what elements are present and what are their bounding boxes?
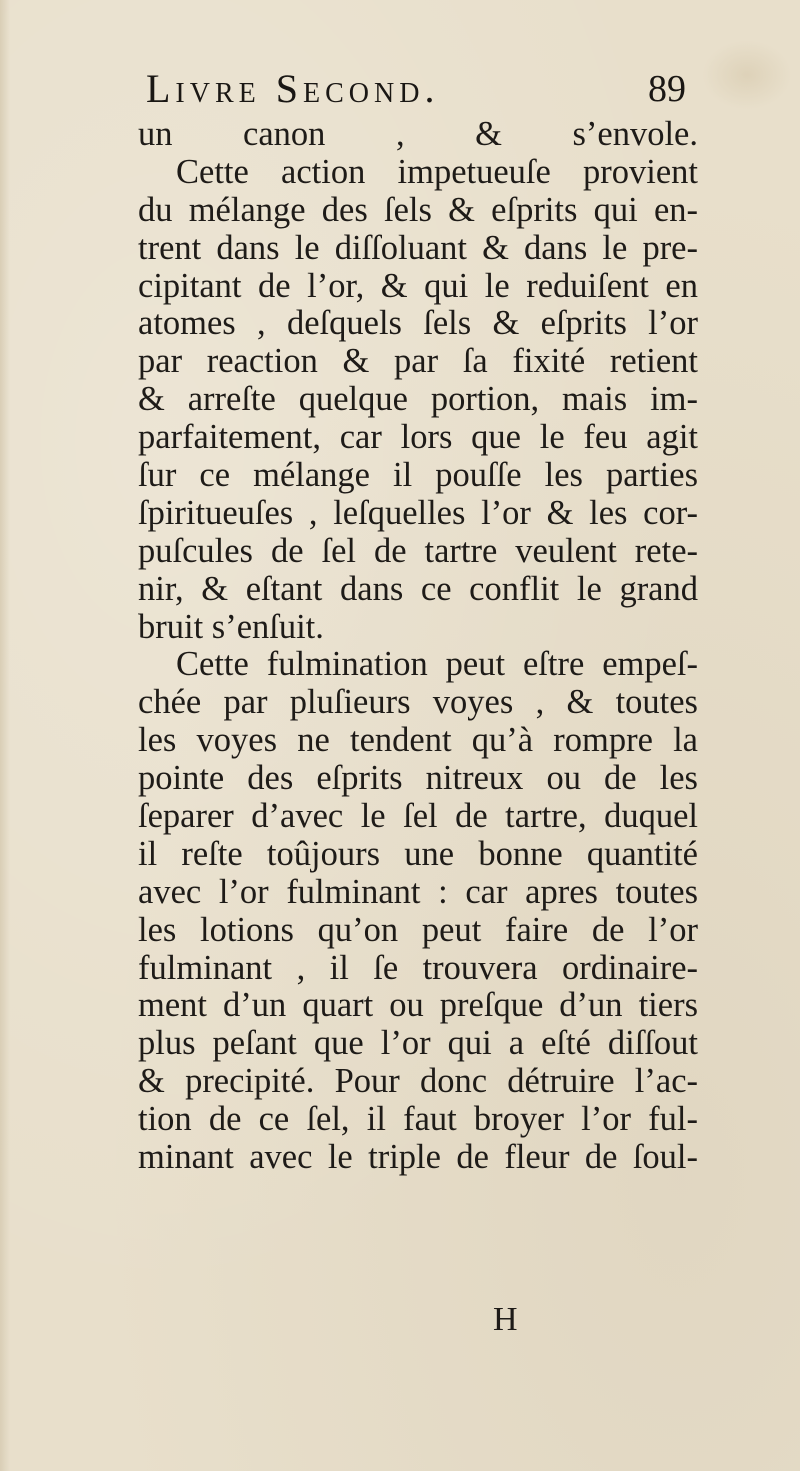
running-title: Livre Second. bbox=[146, 66, 440, 111]
text-line: plus peſant que l’or qui a eſté diſſout bbox=[138, 1024, 698, 1063]
text-line: ſur ce mélange il pouſſe les parties bbox=[138, 456, 698, 495]
text-line: chée par pluſieurs voyes , & toutes bbox=[138, 683, 698, 722]
text-line: un canon , & s’envole. bbox=[138, 115, 698, 153]
text-line: Cette action impetueuſe provient bbox=[176, 152, 698, 191]
text-line: cipitant de l’or, & qui le reduiſent en bbox=[138, 266, 698, 305]
text-line: atomes , deſquels ſels & eſprits l’or bbox=[138, 304, 698, 343]
text-line: parfaitement, car lors que le feu agit bbox=[138, 418, 698, 457]
text-line: tion de ce ſel, il faut broyer l’or ful- bbox=[138, 1100, 698, 1139]
paper-stain bbox=[702, 40, 792, 110]
text-line: nir, & eſtant dans ce conflit le grand bbox=[138, 569, 698, 608]
text-line: ſpiritueuſes , leſquelles l’or & les cor- bbox=[138, 493, 698, 532]
text-line: il reſte toûjours une bonne quantité bbox=[138, 834, 698, 873]
text-line: fulminant , il ſe trouvera ordinaire- bbox=[138, 948, 698, 987]
text-line: & precipité. Pour donc détruire l’ac- bbox=[138, 1062, 698, 1101]
signature-mark: H bbox=[493, 1301, 518, 1338]
text-line: du mélange des ſels & eſprits qui en- bbox=[138, 190, 698, 229]
text-line: bruit s’enſuit. bbox=[138, 607, 324, 646]
text-line: & arreſte quelque portion, mais im- bbox=[138, 380, 698, 419]
text-line: puſcules de ſel de tartre veulent rete- bbox=[138, 531, 698, 570]
text-line: ment d’un quart ou preſque d’un tiers bbox=[138, 986, 698, 1025]
page-header bbox=[146, 66, 686, 112]
text-line: minant avec le triple de fleur de ſoul- bbox=[138, 1138, 698, 1177]
text-line: pointe des eſprits nitreux ou de les bbox=[138, 759, 698, 798]
text-line: par reaction & par ſa fixité retient bbox=[138, 342, 698, 381]
text-line: trent dans le diſſoluant & dans le pre- bbox=[138, 228, 698, 267]
body-text bbox=[138, 116, 698, 1177]
page-gutter-shadow bbox=[0, 0, 10, 1471]
text-line: Cette fulmination peut eſtre empeſ- bbox=[176, 645, 698, 684]
text-line: ſeparer d’avec le ſel de tartre, duquel bbox=[138, 797, 698, 836]
text-line: les voyes ne tendent qu’à rompre la bbox=[138, 721, 698, 760]
text-line: les lotions qu’on peut faire de l’or bbox=[138, 910, 698, 949]
page-number: 89 bbox=[648, 68, 686, 110]
text-line: avec l’or fulminant : car apres toutes bbox=[138, 872, 698, 911]
